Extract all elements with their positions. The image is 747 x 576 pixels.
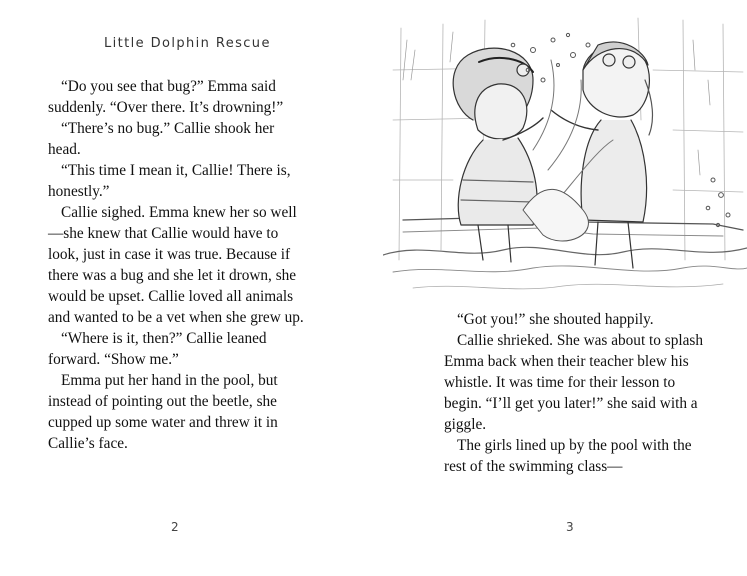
paragraph: “There’s no bug.” Callie shook her head. bbox=[48, 120, 275, 158]
page-number: 2 bbox=[171, 520, 179, 534]
pool-splash-illustration bbox=[383, 10, 747, 300]
paragraph: “Do you see that bug?” Emma said suddenly. “Over there. It’s drowning!” bbox=[48, 78, 284, 116]
paragraph: The girls lined up by the pool with the rest of the swimming class— bbox=[444, 437, 692, 475]
paragraph: Callie shrieked. She was about to splash Emma back when their teacher blew his whistle. It was time for their lesson to begin. “I’ll get you later!” she said with a giggle. bbox=[444, 332, 703, 433]
page-number: 3 bbox=[566, 520, 574, 534]
paragraph: “This time I mean it, Callie! There is, honestly.” bbox=[48, 162, 291, 200]
paragraph: “Where is it, then?” Callie leaned forward. “Show me.” bbox=[48, 330, 267, 368]
paragraph: Emma put her hand in the pool, but instead of pointing out the beetle, she cupped up some water and threw it in Callie’s face. bbox=[48, 372, 278, 452]
left-page bbox=[0, 0, 360, 576]
paragraph: Callie sighed. Emma knew her so well—she knew that Callie would have to look, just in case it was true. Because if there was a bug and she let it drown, she would be upset. Callie loved all animals and wanted to be a vet when she grew up. bbox=[48, 204, 304, 326]
right-page-text bbox=[444, 309, 706, 477]
left-page-text bbox=[48, 76, 310, 454]
right-page bbox=[373, 0, 747, 576]
paragraph: “Got you!” she shouted happily. bbox=[457, 311, 654, 328]
running-head: Little Dolphin Rescue bbox=[104, 36, 271, 51]
